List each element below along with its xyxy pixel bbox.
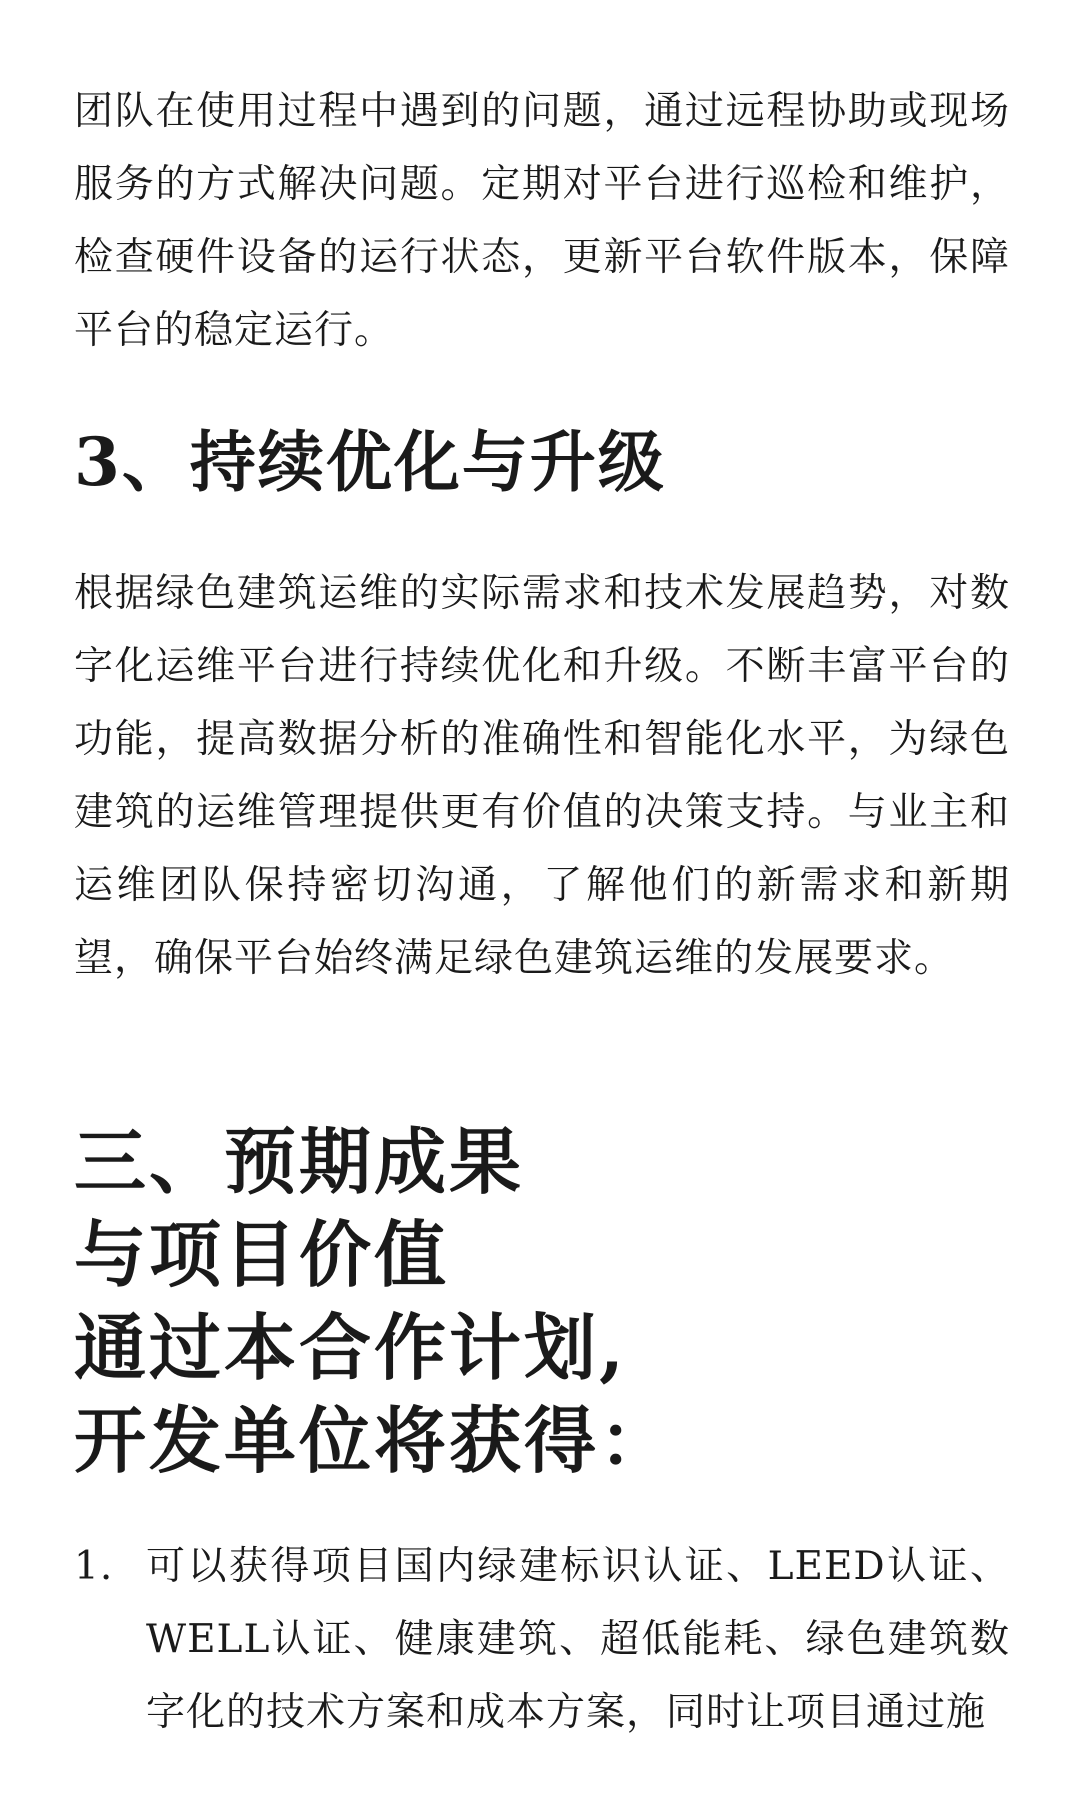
list-item bbox=[74, 1530, 1010, 1749]
heading-line: 与项目价值 bbox=[74, 1212, 450, 1297]
outcomes-list bbox=[74, 1530, 1010, 1749]
optimization-paragraph: 根据绿色建筑运维的实际需求和技术发展趋势，对数字化运维平台进行持续优化和升级。不断丰富平台的功能，提高数据分析的准确性和智能化水平，为绿色建筑的运维管理提供更有价值的决策支持。与业主和运维团队保持密切沟通，了解他们的新需求和新期望，确保平台始终满足绿色建筑运维的发展要求。 bbox=[74, 571, 1010, 981]
section-heading-outcomes bbox=[74, 1115, 674, 1487]
heading-line: 通过本合作计划, bbox=[74, 1305, 628, 1390]
intro-paragraph: 团队在使用过程中遇到的问题，通过远程协助或现场服务的方式解决问题。定期对平台进行巡检和维护，检查硬件设备的运行状态，更新平台软件版本，保障平台的稳定运行。 bbox=[74, 89, 1010, 353]
heading-line: 三、预期成果 bbox=[74, 1119, 525, 1204]
list-item-number: 1. bbox=[74, 1544, 114, 1589]
list-item-text: 可以获得项目国内绿建标识认证、LEED认证、WELL认证、健康建筑、超低能耗、绿色建筑数字化的技术方案和成本方案，同时让项目通过施 bbox=[146, 1544, 1010, 1735]
heading-line: 开发单位将获得： bbox=[74, 1398, 675, 1483]
section-heading-optimization: 3、持续优化与升级 bbox=[74, 423, 666, 501]
